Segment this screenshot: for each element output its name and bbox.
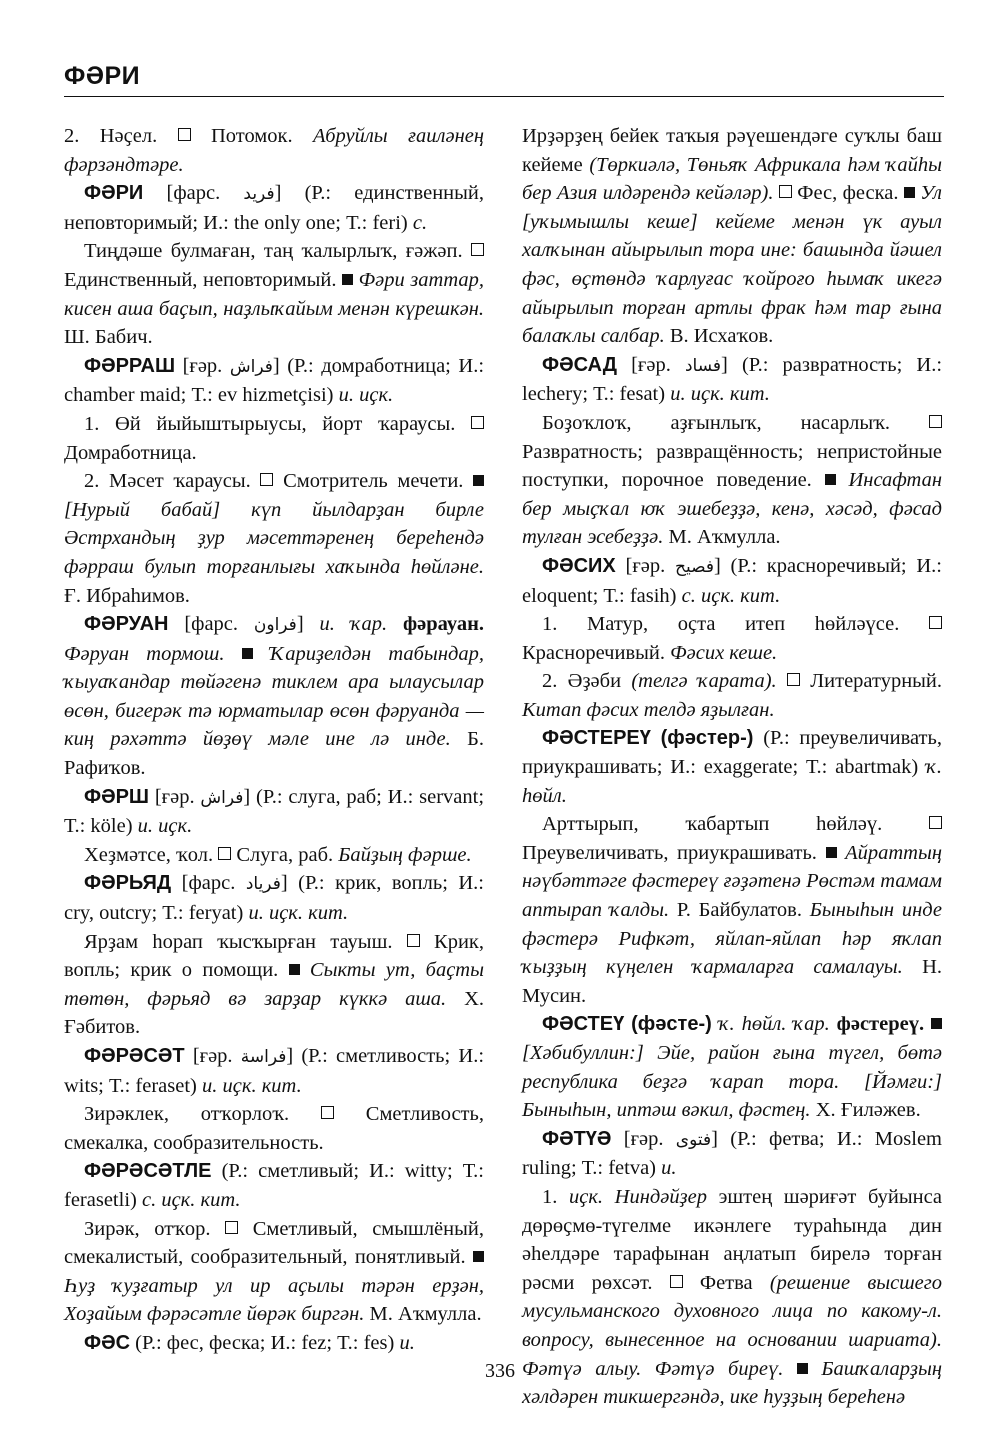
example: [Нурый бабай] күп йылдарҙан бирле Әстрхандың ҙур мәсеттәренең береһендә фәрраш булып торғанлығы хаҡында һөйләне. — [64, 498, 484, 578]
part-of-speech: с. иҫк. кит. — [141, 1188, 241, 1211]
entry-faryad-definition — [64, 928, 484, 1042]
translation-marker-icon — [260, 473, 273, 486]
translation: Единственный, неповторимый. — [64, 268, 337, 291]
example: Ул [уҡымышлы кеше] кейеме менән үк ауыл халҡынан айырылып тора ине: башында йәшел фәс, өҫтөндә ҡарлуғас ҡойроғо һымаҡ икегә айырылып торған артлы фрак һәм тар ғына балаҡлы салбар. — [522, 182, 942, 348]
entry-farasat-definition — [64, 1100, 484, 1157]
source: М. Аҡмулла. — [668, 526, 781, 549]
stem: (фәсте-) — [631, 1013, 712, 1036]
sense-number: 1. — [84, 412, 100, 435]
entry-fas — [64, 1329, 484, 1358]
etymology-close: ] — [711, 1127, 718, 1150]
headword: ФӘРӘСӘТ — [84, 1045, 185, 1067]
entry-fari-sense-2 — [64, 122, 484, 179]
stem: (фәстер-) — [660, 727, 754, 750]
source: М. Аҡмулла. — [369, 1303, 482, 1326]
definition: Әҙәби — [567, 670, 622, 693]
cross-reference: фәстереү. — [836, 1013, 925, 1036]
etymology-close: ] — [286, 1045, 294, 1067]
entry-fastereu-definition — [522, 810, 942, 1010]
translation-marker-icon — [178, 128, 191, 141]
etymology-close: ] — [713, 554, 721, 577]
part-of-speech: ҡ. һөйл. — [522, 756, 942, 807]
translation-marker-icon — [787, 673, 800, 686]
translation-marker-icon — [471, 416, 484, 429]
example-marker-icon — [242, 648, 253, 659]
translation: Фетва — [699, 1271, 753, 1294]
etymology-close: ] — [274, 182, 282, 205]
arabic-script: فصيح — [674, 556, 714, 577]
translation-marker-icon — [225, 1221, 238, 1234]
translation-marker-icon — [218, 847, 231, 860]
translation: Потомок. — [210, 125, 293, 147]
source: Н. Мусин. — [522, 956, 943, 1007]
definition: Боҙоҡлоҡ, аҙғынлыҡ, насарлыҡ. — [542, 411, 891, 434]
definition: Ирҙәрҙең бейек таҡыя рәүешендәге суҡлы баш кейеме — [522, 125, 942, 176]
entry-farrash-sense-1 — [64, 410, 484, 467]
definition: эштең шәриғәт буйынса дөрөҫмө-түгелме икәнлеге тураһында дин әһелдәре тарафынан аңлатып бирелә торған рәсми рөхсәт. — [522, 1185, 943, 1294]
entry-faryad — [64, 869, 484, 927]
translations: (Р.: единственный, неповторимый; И.: the only one; Т.: feri) — [64, 182, 485, 234]
sense-number: 1. — [542, 1185, 558, 1208]
definition: Хеҙмәтсе, ҡол. — [84, 843, 214, 866]
sense-number: 2. — [542, 670, 558, 693]
running-head: ФӘРИ — [64, 62, 141, 90]
translations: (Р.: слуга, раб; И.: servant; Т.: köle) — [64, 785, 485, 838]
translations: (Р.: крик, вопль; И.: cry, outcry; Т.: feryat) — [64, 872, 484, 925]
translation-marker-icon — [670, 1275, 683, 1288]
source: Х. Ғиләжев. — [815, 1099, 921, 1122]
etymology-close: ] — [272, 354, 280, 377]
headword: ФӘСАД — [542, 353, 617, 376]
headword: ФӘРЬЯД — [84, 872, 172, 895]
translation-marker-icon — [929, 415, 942, 428]
headword: ФӘРИ — [84, 182, 144, 205]
arabic-script: فريد — [243, 184, 275, 205]
example-marker-icon — [904, 187, 915, 198]
entry-farsh — [64, 783, 484, 841]
translations: (Р.: домработница; И.: chamber maid; Т.: ev hizmetçisi) — [64, 354, 485, 407]
entry-fasad — [522, 351, 942, 409]
example: Абруйлы ғаиләнең фәрзәндтәре. — [64, 125, 485, 176]
example-marker-icon — [289, 964, 300, 975]
etymology-close: ] — [280, 872, 288, 895]
part-of-speech: и. иҫк. кит. — [670, 383, 770, 406]
part-of-speech: и. — [661, 1157, 677, 1180]
headword: ФӘРӘСӘТЛЕ — [84, 1160, 212, 1183]
example: Фәруан тормош. — [64, 642, 225, 665]
headword: ФӘРРАШ — [84, 354, 176, 377]
translation-marker-icon — [407, 934, 420, 947]
source: Б. Рафиҡов. — [64, 728, 485, 780]
example: Фәсих кеше. — [670, 641, 778, 664]
entry-fasih — [522, 552, 942, 610]
note: (Төркиәлә, Төньяҡ Африкала һәм ҡайһы бер Азия илдәрендә кейәләр). — [522, 153, 943, 205]
headword: ФӘСИХ — [542, 554, 616, 577]
entry-fastereu — [522, 724, 942, 810]
definition: Ярҙам һорап ҡысҡырған тауыш. — [84, 930, 393, 953]
definition-lead: Ниндәйҙер — [614, 1185, 707, 1208]
example-marker-icon — [825, 474, 836, 485]
translation: Домработница. — [64, 441, 197, 464]
etymology: [ғәр. — [631, 353, 671, 376]
part-of-speech: и. иҫк. кит. — [202, 1074, 302, 1097]
translation: Красноречивый. — [522, 641, 666, 664]
translation: Сметливый, смышлёный, смекалистый, сообразительный, понятливый. — [64, 1217, 484, 1269]
definition: Зирәк, отҡор. — [84, 1217, 211, 1240]
definition: Өй йыйыштырыусы, йорт ҡараусы. — [114, 412, 456, 435]
etymology: [фарс. — [184, 613, 239, 636]
note: (телгә ҡарата). — [631, 670, 777, 693]
source: Ғ. Ибраһимов. — [64, 584, 190, 607]
etymology: [фарс. — [181, 872, 236, 895]
header-rule — [64, 96, 944, 97]
sense-number: 2. — [84, 470, 100, 493]
etymology: [ғәр. — [625, 554, 666, 577]
example-marker-icon — [342, 274, 353, 285]
arabic-script: فراون — [253, 615, 297, 636]
translations: (Р.: фетва; И.: Moslem ruling; Т.: fetva) — [522, 1127, 942, 1180]
translations: (Р.: красноречивый; И.: eloquent; Т.: fasih) — [522, 554, 943, 607]
example: Фәтүә алыу. Фәтүә биреү. — [522, 1357, 784, 1380]
translation-marker-icon — [929, 816, 942, 829]
example: Фәри заттар, кисен аша баҫып, наҙлыҡайым менән күрешкән. — [64, 268, 484, 320]
arabic-script: فراسة — [240, 1047, 287, 1067]
etymology-close: ] — [243, 785, 251, 808]
page-number: 336 — [485, 1360, 515, 1382]
definition: Нәҫел. — [99, 125, 158, 147]
example: Һуҙ ҡуҙғатыр ул ир аҫылы тәрән ерҙән, Хоҙайым фәрәсәтле йөрәк биргән. — [64, 1274, 484, 1326]
translation: Сметливость, смекалка, сообразительность. — [64, 1103, 484, 1154]
translation: Смотритель мечети. — [283, 470, 464, 493]
entry-fatua — [522, 1125, 942, 1183]
left-column — [64, 122, 484, 1358]
part-of-speech: и. иҫк. — [137, 815, 193, 838]
entry-farasat — [64, 1042, 484, 1100]
definition: Мәсет ҡараусы. — [109, 470, 251, 493]
entry-fari — [64, 179, 484, 237]
translation-marker-icon — [321, 1106, 334, 1119]
translation: Развратность; развращённость; непристойные поступки, порочное поведение. — [522, 440, 942, 492]
example: Сыкты ут, баҫты төтөн, фәрьяд вә зарҙар күккә аша. — [64, 959, 484, 1010]
headword: ФӘСТЕРЕҮ — [542, 727, 651, 750]
entry-fasteu — [522, 1010, 942, 1124]
headword: ФӘТҮӘ — [542, 1127, 612, 1150]
example-marker-icon — [931, 1018, 942, 1029]
example-marker-icon — [473, 1251, 484, 1262]
arabic-script: فراش — [229, 356, 273, 377]
part-of-speech: и. иҫк. кит. — [248, 902, 349, 925]
entry-fasih-sense-1 — [522, 610, 942, 667]
entry-farasatle — [64, 1157, 484, 1214]
translation: Фес, феска. — [797, 182, 899, 205]
etymology-close: ] — [721, 353, 728, 376]
sense-number: 1. — [542, 613, 558, 636]
source: В. Исхаҡов. — [669, 325, 774, 348]
translations: (Р.: преувеличивать, приукрашивать; И.: exaggerate; Т.: abartmak) — [522, 727, 942, 779]
headword: ФӘРУАН — [84, 613, 169, 636]
part-of-speech: и. — [399, 1331, 415, 1354]
entry-farrash — [64, 352, 484, 410]
translation: Слуга, раб. — [236, 843, 334, 866]
example: Инсафтан бер мыҫҡал юҡ эшебеҙҙә, кенә, хәсәд, фәсад тулған эсебеҙҙә. — [522, 469, 943, 549]
arabic-script: فساد — [684, 355, 721, 376]
arabic-script: فتوى — [675, 1129, 712, 1150]
example: Ҡариҙелдән табындар, ҡыуаҡандар төйәгенә тиклем ара ылаусылар өсөн, бигерәк тә юрматылар өсөн фәруанда — киң рәхәттә йөҙөү мәле ине лә инде. — [64, 642, 484, 751]
example: Быныһын инде фәстерә Рифкәт, яйлап-яйлап һәр яҡлап ҡыҙҙың күңелен ҡармаларға самалауы. — [522, 899, 942, 979]
translation: Преувеличивать, приукрашивать. — [522, 841, 817, 864]
entry-fasih-sense-2 — [522, 667, 942, 724]
source: Х. Ғәбитов. — [64, 987, 485, 1039]
definition: Матур, оҫта итеп һөйләүсе. — [587, 613, 900, 636]
etymology-close: ] — [296, 613, 304, 636]
definition: Тиңдәше булмаған, таң ҡалырлыҡ, ғәжәп. — [84, 240, 463, 263]
entry-fari-definition — [64, 237, 484, 351]
example-marker-icon — [473, 475, 484, 486]
part-of-speech: с. иҫк. кит. — [681, 584, 781, 607]
translation-marker-icon — [779, 185, 792, 198]
entry-farrash-sense-2 — [64, 467, 484, 610]
arabic-script: فرياد — [245, 874, 281, 895]
etymology: [ғәр. — [192, 1045, 233, 1067]
example: Айраттың нәүбәттәге фәстереү ғәҙәтенә Рөстәм тамам аптырап ҡалды. — [522, 841, 943, 922]
translation: Литературный. — [810, 670, 943, 693]
headword: ФӘС — [84, 1331, 131, 1354]
entry-faruan — [64, 610, 484, 783]
part-of-speech: ҡ. һөйл. ҡар. — [718, 1013, 830, 1036]
usage-label: иҫк. — [568, 1185, 604, 1208]
translation: Крик, вопль; крик о помощи. — [64, 930, 485, 982]
entry-farsh-definition — [64, 841, 484, 870]
translations: (Р.: сметливость; И.: wits; Т.: feraset) — [64, 1045, 485, 1097]
translation-marker-icon — [929, 616, 942, 629]
translations: (Р.: фес, феска; И.: fez; Т.: fes) — [135, 1331, 395, 1354]
part-of-speech: и. ҡар. — [319, 613, 388, 636]
translation-marker-icon — [471, 243, 484, 256]
arabic-script: فراش — [200, 787, 244, 808]
example: [Хәбибуллин:] Эйе, район ғына түгел, бөтә республика беҙгә ҡарап тора. [Йәмғи:] Быныһын, иптәш вәкил, фәстең. — [522, 1042, 942, 1122]
etymology: [ғәр. — [154, 785, 195, 808]
part-of-speech: с. — [412, 211, 428, 234]
note: (решение высшего мусульманского духовного лица по какому-л. вопросу, вынесенное на основании шариата). — [522, 1271, 943, 1351]
example-marker-icon — [826, 847, 837, 858]
definition: Зирәклек, отҡорлоҡ. — [84, 1103, 290, 1126]
cross-reference: фәрауан. — [402, 613, 485, 636]
etymology: [ғәр. — [182, 354, 223, 377]
part-of-speech: и. иҫк. — [338, 384, 394, 407]
etymology: [ғәр. — [623, 1127, 664, 1150]
translations: (Р.: сметливый; И.: witty; Т.: ferasetli) — [64, 1160, 484, 1211]
entry-fasad-definition — [522, 409, 942, 552]
example: Байҙың фәрше. — [338, 843, 472, 866]
definition: Арттырып, ҡабартып һөйләү. — [542, 813, 883, 836]
headword: ФӘСТЕҮ — [542, 1013, 625, 1036]
translations: (Р.: развратность; И.: lechery; Т.: fesat) — [522, 353, 943, 406]
entry-farasatle-definition — [64, 1215, 484, 1329]
example: Башҡаларҙың хәлдәрен тикшергәндә, ике һуҙҙың береһенә — [522, 1357, 943, 1409]
sense-number: 2. — [64, 125, 80, 147]
source: Р. Байбулатов. — [676, 899, 802, 922]
etymology: [фарс. — [166, 182, 221, 205]
example: Китап фәсих телдә яҙылған. — [522, 698, 775, 721]
source: Ш. Бабич. — [64, 326, 153, 349]
entry-fas-definition — [522, 122, 942, 351]
right-column — [522, 122, 942, 1412]
headword: ФӘРШ — [84, 785, 150, 808]
